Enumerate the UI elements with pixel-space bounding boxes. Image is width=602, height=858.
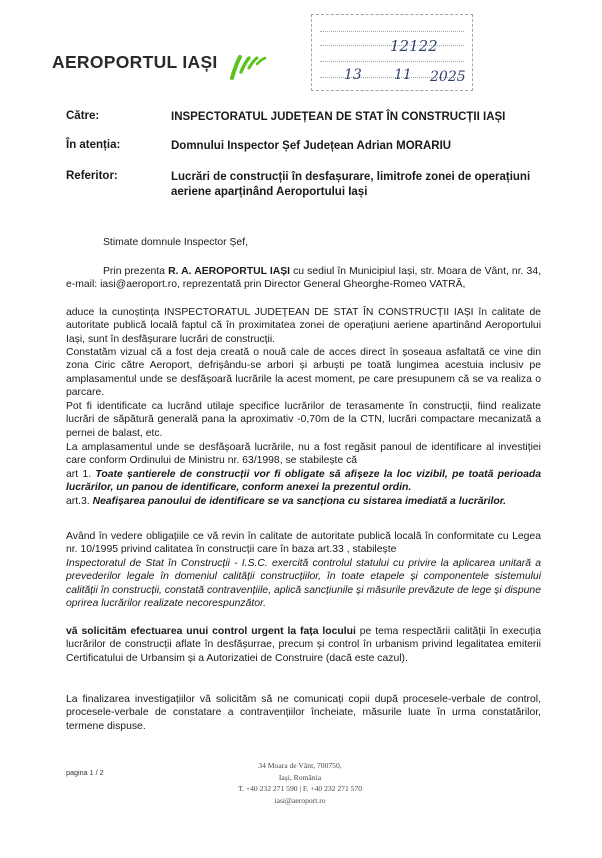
paragraph-panel: La amplasamentul unde se desfășoară lucrările, nu a fost regăsit panoul de identificare al investiției care conform Ordinului de Ministru nr. 63/1998, se stabilește că <box>66 442 541 467</box>
footer-city: Iași, România <box>278 772 322 782</box>
article-1: art 1. Toate șantierele de construcții vor fi obligate să afișeze la loc vizibil, pe toată perioada lucrărilor, un panou de identificare, conform anexei la prezentul ordin. <box>66 469 541 494</box>
stamp-year: 2025 <box>430 69 466 85</box>
to-label: Către: <box>66 110 100 122</box>
stamp-month: 11 <box>394 67 412 83</box>
intro-paragraph: Prin prezenta R. A. AEROPORTUL IAȘI cu sediul în Municipiul Iași, str. Moara de Vânt, nr. 34, e-mail: iasi@aeroport.ro, reprezentată prin Director General Gheorghe-Romeo VATRĂ, <box>66 266 541 291</box>
stamp-number: 12122 <box>390 37 438 55</box>
to-value: INSPECTORATUL JUDEȚEAN DE STAT ÎN CONSTRUCȚII IAȘI <box>171 111 506 123</box>
aeroport-logo-icon <box>229 52 273 80</box>
salutation: Stimate domnule Inspector Șef, <box>103 237 248 248</box>
logo-text: AEROPORTUL IAȘI <box>52 52 218 72</box>
paragraph-request: vă solicităm efectuarea unui control urgent la fața locului pe tema respectării calității în execuția lucrărilor de construcții aflate în desfășurrae, precum și control în urbanism privind legalitatea emiterii Certificatului de Urbansim și a Autorizatiei de Construire (dacă este cazul). <box>66 626 541 664</box>
paragraph-isc: Inspectoratul de Stat în Construcții - I.S.C. exercită controlul statului cu privire la aplicarea unitară a prevederilor legale în domeniul calității construcțiilor, în toate etapele și componentele sistemului calității în construcții, constată contravențiile, aplică sancțiunile și măsurile prevăzute de lege și dispune oprirea lucrărilor realizate necorespunzător. <box>66 558 541 609</box>
ref-value: Lucrări de construcții în desfașurare, limitrofe zonei de operațiuni aeriene aparținând Aeroportului Iași <box>171 171 531 198</box>
footer-address <box>150 760 450 806</box>
paragraph-observation: Constatăm vizual că a fost deja creată o nouă cale de acces direct în șoseaua asfaltată ce vine din zona Ciric către Aeroport, defrișându-se arbori și arbuști pe toată lungimea acestuia inclusiv pe amplasamentul unde se desfășoară lucrările la acest moment, pe care presupunem că se va realiza o parcare. <box>66 347 541 398</box>
attn-value: Domnului Inspector Șef Județean Adrian MORARIU <box>171 140 452 152</box>
paragraph-finalization: La finalizarea investigațiilor vă solicităm să ne comunicați copii după procesele-verbale de control, procesele-verbale de constatare a contravențiilor încheiate, măsurile luate în urma constatărilor, termene dispuse. <box>66 694 541 732</box>
paragraph-notice: aduce la cunoștința INSPECTORATUL JUDEȚEAN DE STAT ÎN CONSTRUCȚII IAȘI în calitate de autoritate publică locală faptul că în proximitatea zonei de operațiuni aeriene apartinând Aeroportului Iași, sunt în desfășurare lucrări de construcții. <box>66 307 541 345</box>
footer-street: 34 Moara de Vânt, 700750, <box>258 761 342 770</box>
page-number: pagina 1 / 2 <box>66 768 104 777</box>
registration-stamp <box>311 14 473 91</box>
stamp-day: 13 <box>344 67 362 83</box>
paragraph-equipment: Pot fi identificate ca lucrând utilaje specifice lucrărilor de terasamente în construcții, fiind realizate lucrări de săpătură generală pana la aproximativ -0,70m de la CTN, lucrări compactare mecanizată a pernei de balast, etc. <box>66 401 541 439</box>
article-3: art.3. Neafișarea panoului de identificare se va sancționa cu sistarea imediată a lucrărilor. <box>66 496 507 507</box>
footer-email: iasi@aeroport.ro <box>274 795 326 805</box>
paragraph-obligations: Având în vedere obligațiile ce vă revin în calitate de autoritate publică locală în conformitate cu Legea nr. 10/1995 privind calitatea în construcții care în baza art.33 , stabilește <box>66 531 541 556</box>
attn-label: În atenția: <box>66 139 121 151</box>
ref-label: Referitor: <box>66 170 118 182</box>
footer-phones: T. +40 232 271 590 | F. +40 232 271 570 <box>237 784 363 793</box>
